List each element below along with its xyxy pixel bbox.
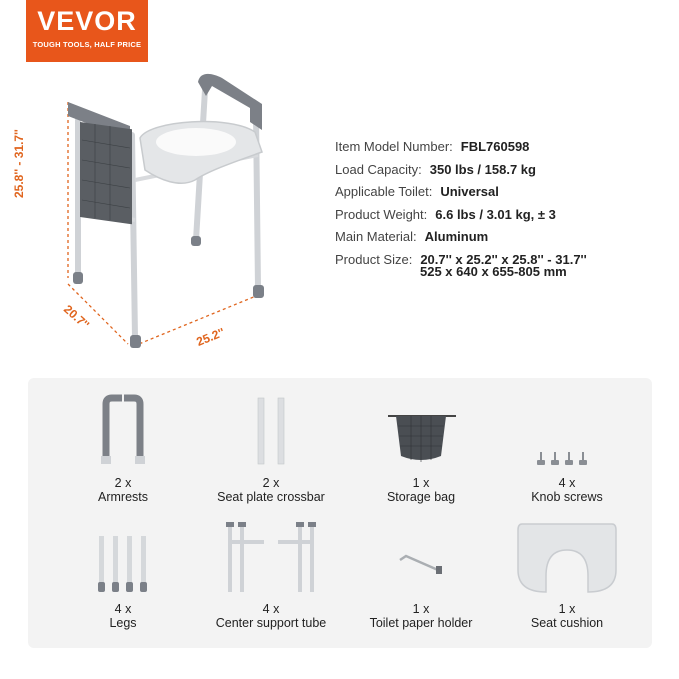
spec-row bbox=[335, 181, 587, 204]
part-qty: 2 x bbox=[262, 476, 280, 490]
spec-label: Item Model Number: bbox=[335, 139, 453, 154]
leg-icon bbox=[48, 520, 198, 596]
part-qty: 2 x bbox=[114, 476, 132, 490]
support-tube-icon bbox=[196, 520, 346, 596]
spec-list bbox=[335, 136, 587, 271]
part-name: Center support tube bbox=[215, 616, 327, 630]
armrest-icon bbox=[48, 394, 198, 470]
part-support-tube bbox=[196, 520, 346, 630]
part-name: Knob screws bbox=[531, 490, 603, 504]
part-armrests bbox=[48, 394, 198, 504]
part-name: Toilet paper holder bbox=[369, 616, 473, 630]
dimension-height: 25.8'' - 31.7'' bbox=[12, 129, 26, 198]
part-name: Storage bag bbox=[386, 490, 456, 504]
parts-panel bbox=[28, 378, 652, 648]
vevor-logo bbox=[26, 0, 148, 62]
spec-value: 6.6 lbs / 3.01 kg, ± 3 bbox=[435, 206, 556, 222]
storage-bag-icon bbox=[346, 394, 496, 470]
part-qty: 4 x bbox=[262, 602, 280, 616]
part-seat-cushion bbox=[492, 520, 642, 630]
spec-value: Aluminum bbox=[424, 229, 489, 244]
spec-label: Applicable Toilet: bbox=[335, 184, 433, 199]
spec-row bbox=[335, 204, 587, 227]
part-knob-screws bbox=[492, 394, 642, 504]
spec-label: Main Material: bbox=[335, 229, 417, 244]
crossbar-icon bbox=[196, 394, 346, 470]
part-qty: 1 x bbox=[412, 602, 430, 616]
part-crossbar bbox=[196, 394, 346, 504]
brand-tagline: TOUGH TOOLS, HALF PRICE bbox=[32, 40, 142, 49]
part-storage-bag bbox=[346, 394, 496, 504]
part-qty: 1 x bbox=[558, 602, 576, 616]
spec-value: 350 lbs / 158.7 kg bbox=[429, 161, 536, 177]
spec-row bbox=[335, 159, 587, 182]
part-qty: 4 x bbox=[558, 476, 576, 490]
brand-name: VEVOR bbox=[37, 6, 137, 36]
part-name: Legs bbox=[109, 616, 137, 630]
knob-screw-icon bbox=[492, 394, 642, 470]
part-qty: 4 x bbox=[114, 602, 132, 616]
seat-cushion-icon bbox=[492, 520, 642, 596]
spec-value: 20.7'' x 25.2'' x 25.8'' - 31.7'' bbox=[420, 251, 587, 267]
spec-value: FBL760598 bbox=[460, 139, 530, 154]
spec-label: Load Capacity: bbox=[335, 161, 422, 177]
spec-size-metric: 525 x 640 x 655-805 mm bbox=[420, 264, 567, 279]
spec-label: Product Weight: bbox=[335, 206, 428, 222]
part-name: Seat plate crossbar bbox=[217, 490, 325, 504]
dimension-depth: 20.7'' bbox=[61, 302, 93, 332]
part-qty: 1 x bbox=[412, 476, 430, 490]
paper-holder-icon bbox=[346, 520, 496, 596]
spec-value: Universal bbox=[440, 184, 499, 199]
part-name: Seat cushion bbox=[530, 616, 604, 630]
spec-row bbox=[335, 136, 587, 159]
dimension-width: 25.2'' bbox=[194, 325, 227, 349]
part-legs bbox=[48, 520, 198, 630]
part-name: Armrests bbox=[98, 490, 148, 504]
spec-label: Product Size: bbox=[335, 251, 413, 267]
product-illustration bbox=[0, 60, 330, 360]
part-paper-holder bbox=[346, 520, 496, 630]
spec-row bbox=[335, 226, 587, 249]
